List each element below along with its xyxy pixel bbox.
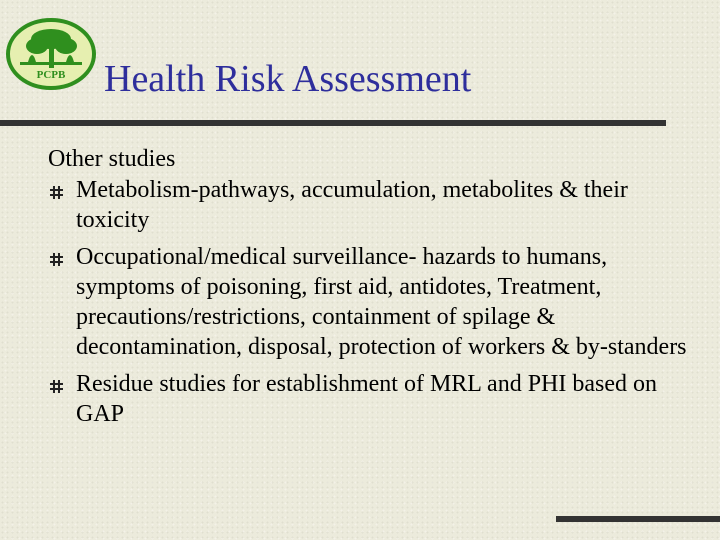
- hash-bullet-icon: [50, 253, 63, 266]
- hash-bullet-icon: [50, 186, 63, 199]
- bullet-item: [48, 369, 688, 429]
- slide-title: Health Risk Assessment: [104, 58, 472, 100]
- bullet-text: Residue studies for establishment of MRL and PHI based on GAP: [76, 371, 658, 427]
- pcpb-logo: [6, 18, 96, 90]
- bullet-text: Metabolism-pathways, accumulation, metabolites & their toxicity: [76, 177, 628, 233]
- hash-bullet-icon: [50, 380, 63, 393]
- footer-divider: [556, 516, 720, 522]
- title-divider: [0, 120, 666, 126]
- bullet-item: [48, 242, 688, 362]
- bullet-list: [48, 175, 688, 429]
- slide-content: [48, 144, 688, 436]
- bullet-text: Occupational/medical surveillance- hazards to humans, symptoms of poisoning, first aid, antidotes, Treatment, precautions/restrictions, containment of spilage & decontamination, disposal, protection of workers & by-standers: [76, 244, 687, 360]
- intro-text: Other studies: [48, 146, 176, 172]
- logo-text: PCPB: [36, 69, 66, 81]
- bullet-item: [48, 175, 688, 235]
